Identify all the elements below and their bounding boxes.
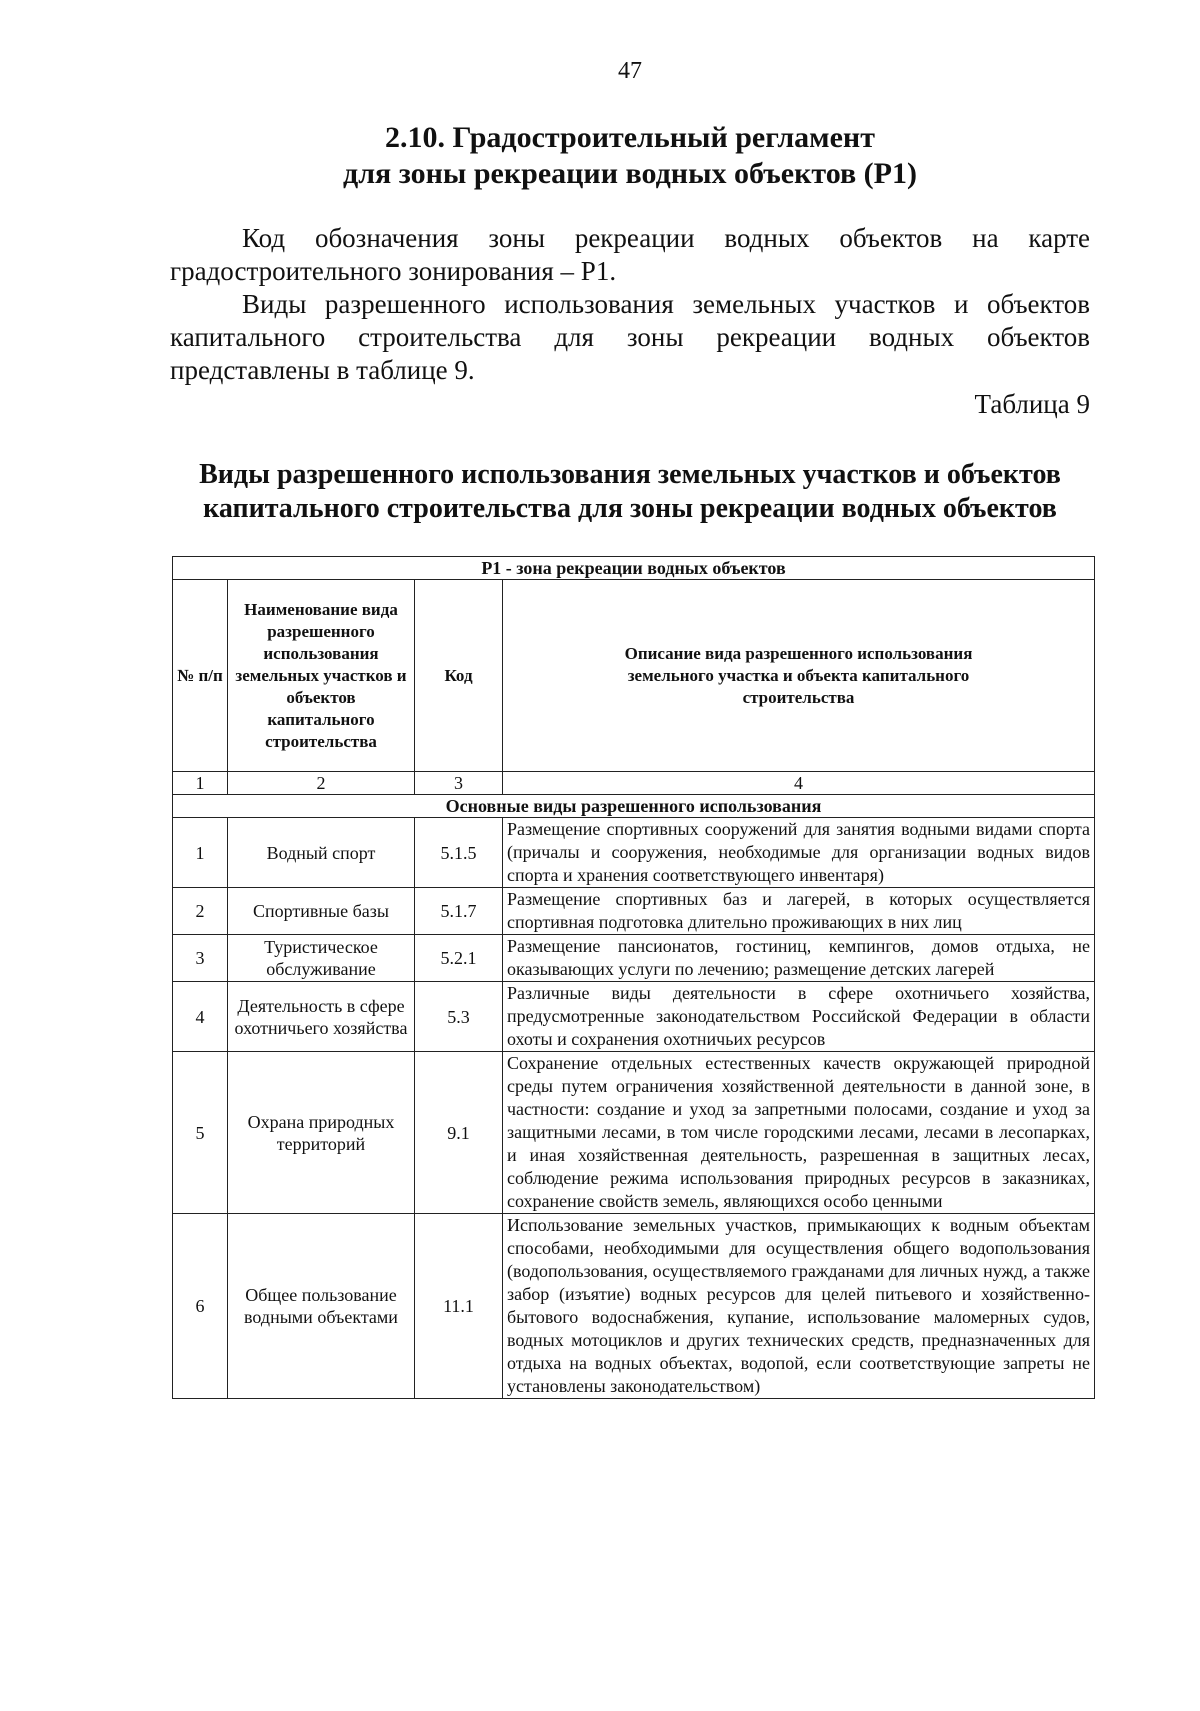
row-description: Размещение спортивных баз и лагерей, в которых осуществляется спортивная подготовка длительно проживающих в них лиц bbox=[503, 888, 1095, 935]
table-row bbox=[173, 1052, 1095, 1214]
zone-header: Р1 - зона рекреации водных объектов bbox=[173, 557, 1095, 580]
row-description: Размещение пансионатов, гостиниц, кемпингов, домов отдыха, не оказывающих услуги по лечению; размещение детских лагерей bbox=[503, 935, 1095, 982]
column-number: 1 bbox=[173, 772, 228, 795]
header-num: № п/п bbox=[173, 580, 228, 772]
paragraph-zone-code bbox=[170, 222, 1090, 288]
row-num: 5 bbox=[173, 1052, 228, 1214]
column-number: 3 bbox=[415, 772, 503, 795]
row-name: Водный спорт bbox=[228, 818, 415, 888]
row-num: 1 bbox=[173, 818, 228, 888]
table-row bbox=[173, 888, 1095, 935]
section-heading bbox=[170, 120, 1090, 192]
row-description: Использование земельных участков, примыкающих к водным объектам способами, необходимыми для осуществления общего водопользования (водопользования, осуществляемого гражданами для личных нужд, а также забор (изъятие) водных ресурсов для целей питьевого и хозяйственно-бытового водоснабжения, купание, использование маломерных судов, водных мотоциклов и других технических средств, предназначенных для отдыха на водных объектах, водопой, если соответствующие запреты не установлены законодательством) bbox=[503, 1214, 1095, 1399]
zone-header-row bbox=[173, 557, 1095, 580]
row-num: 3 bbox=[173, 935, 228, 982]
table-title bbox=[170, 458, 1090, 526]
row-name: Туристическое обслуживание bbox=[228, 935, 415, 982]
row-code: 5.2.1 bbox=[415, 935, 503, 982]
table-row bbox=[173, 818, 1095, 888]
row-description: Различные виды деятельности в сфере охотничьего хозяйства, предусмотренные законодательством Российской Федерации в области охоты и сохранения охотничьих ресурсов bbox=[503, 982, 1095, 1052]
row-code: 5.3 bbox=[415, 982, 503, 1052]
header-name: Наименование вида разрешенного использования земельных участков и объектов капитального строительства bbox=[228, 580, 415, 772]
column-number: 4 bbox=[503, 772, 1095, 795]
permitted-uses-table bbox=[172, 556, 1095, 1399]
row-code: 5.1.7 bbox=[415, 888, 503, 935]
row-name: Спортивные базы bbox=[228, 888, 415, 935]
row-num: 4 bbox=[173, 982, 228, 1052]
row-name: Охрана природных территорий bbox=[228, 1052, 415, 1214]
table-row bbox=[173, 1214, 1095, 1399]
row-code: 11.1 bbox=[415, 1214, 503, 1399]
table-label: Таблица 9 bbox=[974, 389, 1090, 419]
heading-line-2: для зоны рекреации водных объектов (Р1) bbox=[343, 157, 917, 190]
page-number: 47 bbox=[618, 58, 642, 84]
row-name: Общее пользование водными объектами bbox=[228, 1214, 415, 1399]
table-row bbox=[173, 935, 1095, 982]
row-num: 6 bbox=[173, 1214, 228, 1399]
header-code: Код bbox=[415, 580, 503, 772]
paragraph-permitted-uses-text: Виды разрешенного использования земельных участков и объектов капитального строительства для зоны рекреации водных объектов представлены в таблице 9. bbox=[170, 289, 1090, 385]
column-number: 2 bbox=[228, 772, 415, 795]
row-name: Деятельность в сфере охотничьего хозяйства bbox=[228, 982, 415, 1052]
table-row bbox=[173, 982, 1095, 1052]
header-description: Описание вида разрешенного использования земельного участка и объекта капитального строительства bbox=[503, 580, 1095, 772]
paragraph-permitted-uses bbox=[170, 288, 1090, 387]
heading-line-1: 2.10. Градостроительный регламент bbox=[385, 121, 875, 154]
column-header-row bbox=[173, 580, 1095, 772]
row-description: Размещение спортивных сооружений для занятия водными видами спорта (причалы и сооружения, необходимые для организации водных видов спорта и хранения соответствующего инвентаря) bbox=[503, 818, 1095, 888]
section-title: Основные виды разрешенного использования bbox=[173, 795, 1095, 818]
row-code: 5.1.5 bbox=[415, 818, 503, 888]
row-num: 2 bbox=[173, 888, 228, 935]
row-code: 9.1 bbox=[415, 1052, 503, 1214]
table-title-line-2: капитального строительства для зоны рекреации водных объектов bbox=[203, 493, 1057, 524]
section-row bbox=[173, 795, 1095, 818]
table-title-line-1: Виды разрешенного использования земельных участков и объектов bbox=[199, 459, 1061, 490]
column-number-row bbox=[173, 772, 1095, 795]
row-description: Сохранение отдельных естественных качеств окружающей природной среды путем ограничения хозяйственной деятельности в данной зоне, в частности: создание и уход за запретными полосами, создание и уход за защитными лесами, в том числе городскими лесами, лесами в лесопарках, и иная хозяйственная деятельность, разрешенная в защитных лесах, соблюдение режима использования природных ресурсов в заказниках, сохранение свойств земель, являющихся особо ценными bbox=[503, 1052, 1095, 1214]
paragraph-zone-code-text: Код обозначения зоны рекреации водных объектов на карте градостроительного зонирования – Р1. bbox=[170, 223, 1090, 286]
